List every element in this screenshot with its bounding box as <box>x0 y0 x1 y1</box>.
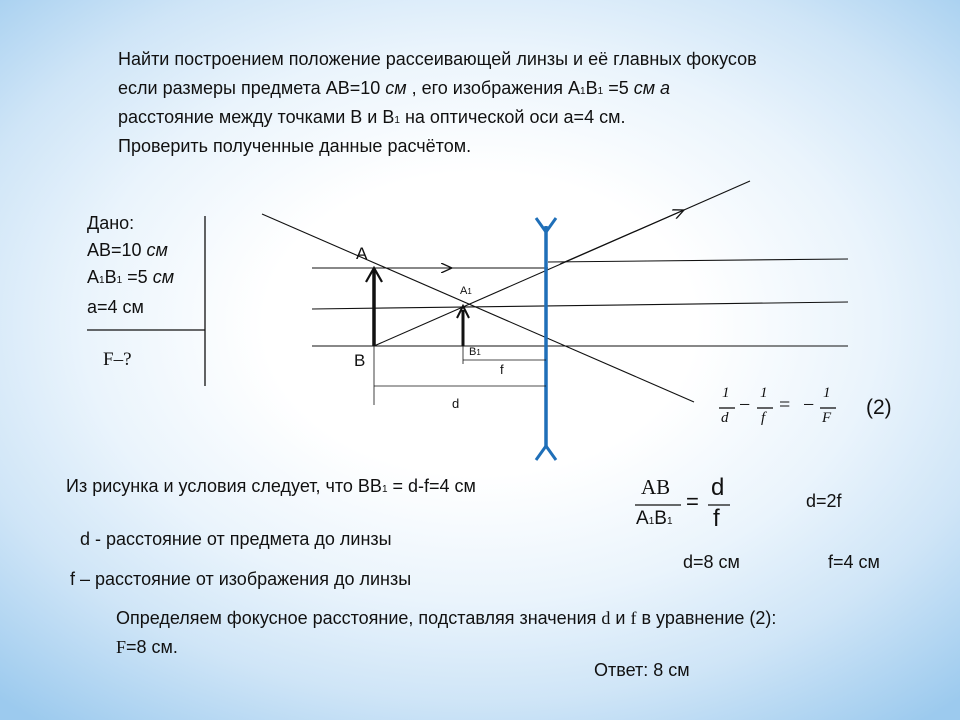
ray-horizontal-right <box>548 259 848 262</box>
given-ab: AB=10 см <box>87 240 168 260</box>
label-b1: B1 <box>469 346 481 358</box>
formula-num-1: 1 <box>722 385 730 401</box>
ratio-den-a1b1: A1B1 <box>636 508 673 529</box>
formula-equals: = <box>779 394 791 416</box>
ratio-num-ab: AB <box>641 475 671 499</box>
problem-line-1: Найти построением положение рассеивающей линзы и её главных фокусов <box>118 49 757 69</box>
lens-bottom-mark <box>536 446 556 460</box>
result-d: d=8 см <box>683 552 740 572</box>
label-b: B <box>354 351 366 370</box>
formula-neg: − <box>803 394 815 416</box>
label-a: A <box>356 244 368 263</box>
answer: Ответ: 8 см <box>594 660 690 680</box>
ratio-den-f: f <box>713 505 720 532</box>
lens-top-mark <box>536 218 556 232</box>
formula-den-f: f <box>761 410 766 426</box>
ratio-num-d: d <box>711 474 725 501</box>
formula-num-2: 1 <box>760 385 768 401</box>
formula-den-F: F <box>822 410 832 426</box>
given-find: F–? <box>103 349 132 370</box>
definition-f: f – расстояние от изображения до линзы <box>70 569 412 589</box>
problem-line-3: расстояние между точками B и B1 на оптической оси a=4 см. <box>118 107 626 127</box>
ray-horizontal-a1 <box>312 302 848 309</box>
problem-line-2: если размеры предмета AB=10 см , его изображения A1B1 =5 см а <box>118 78 671 98</box>
problem-line-4: Проверить полученные данные расчётом. <box>118 136 472 156</box>
given-title: Дано: <box>87 213 135 233</box>
label-a1: A1 <box>460 285 472 297</box>
formula-num-3: 1 <box>823 385 831 401</box>
ray-diagonal <box>262 214 694 402</box>
label-d: d <box>452 396 460 411</box>
formula-number: (2) <box>866 396 892 419</box>
given-a1b1: A1B1 =5 см <box>87 267 175 287</box>
ratio-equals: = <box>686 489 699 514</box>
d-equals-2f: d=2f <box>806 491 842 511</box>
label-f: f <box>500 362 504 377</box>
ray-through-a1-arrow <box>560 210 684 264</box>
definition-d: d - расстояние от предмета до линзы <box>80 529 392 549</box>
formula-minus: − <box>739 394 751 416</box>
result-f: f=4 см <box>828 552 880 572</box>
formula-den-d: d <box>721 410 729 426</box>
final-line: Определяем фокусное расстояние, подставляя значения d и f в уравнение (2): <box>116 608 777 628</box>
final-F: F=8 см. <box>116 637 178 657</box>
given-a: a=4 см <box>87 297 144 317</box>
conclusion-line: Из рисунка и условия следует, что BB1 = d-f=4 см <box>66 476 476 496</box>
